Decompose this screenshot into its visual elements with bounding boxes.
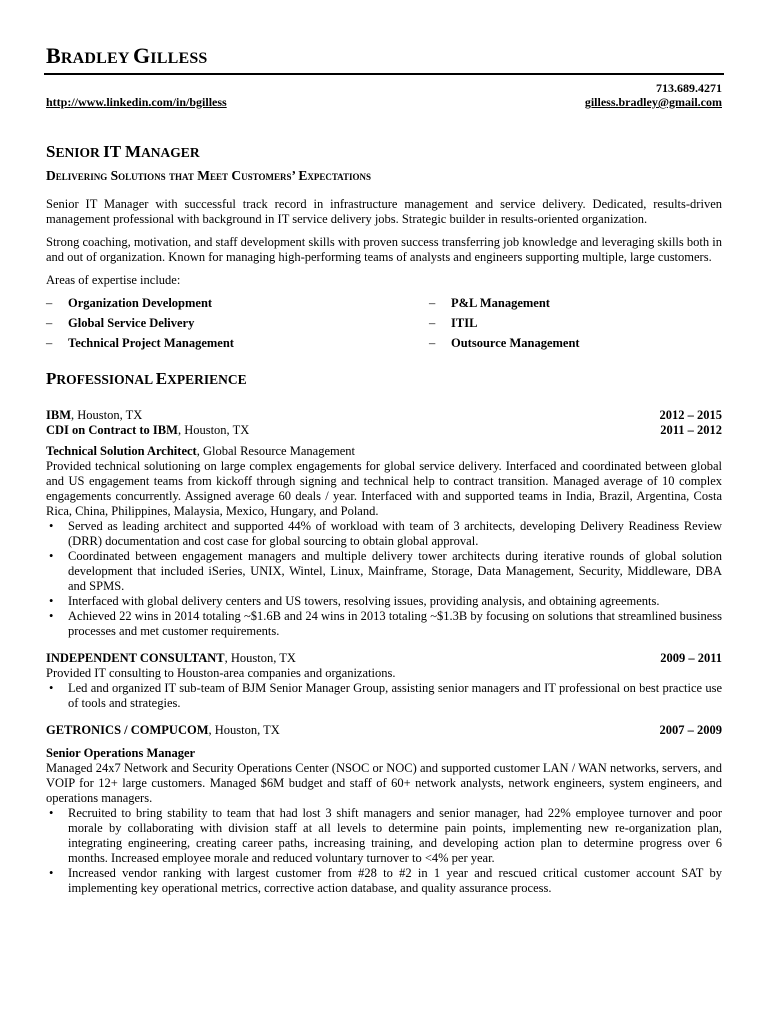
expertise-item: – ITIL: [429, 316, 478, 330]
contact-block: [46, 81, 722, 109]
header-divider: [44, 73, 724, 75]
headline-title: SENIOR IT MANAGER: [46, 142, 200, 161]
job-dates: 2007 – 2009: [659, 723, 722, 737]
list-item: • Increased vendor ranking with largest customer from #28 to #2 in 1 year and rescued critical customer account SAT by implementing key operational metrics, corrective action database, and quality assurance process.: [46, 866, 722, 896]
expertise-item: – Global Service Delivery: [46, 316, 195, 330]
job-header-cdi: CDI on Contract to IBM, Houston, TX 2011 – 2012: [46, 423, 722, 437]
resume-body: [46, 142, 722, 896]
list-item: • Interfaced with global delivery centers and US towers, resolving issues, providing analysis, and obtaining agreements.: [46, 594, 722, 609]
job-header-ibm: IBM, Houston, TX 2012 – 2015: [46, 408, 722, 422]
list-item: • Coordinated between engagement managers and multiple delivery tower architects during iterative rounds of global solution development that included iSeries, UNIX, Wintel, Linux, Mainframe, Storage, Data Management, Security, Middleware, DBA and SPMS.: [46, 549, 722, 594]
job-bullets: [46, 681, 722, 711]
job-header-getronics: GETRONICS / COMPUCOM, Houston, TX 2007 – 2009: [46, 723, 722, 737]
candidate-name: BRADLEY GILLESS: [46, 43, 208, 68]
job-description: Provided IT consulting to Houston-area companies and organizations.: [46, 666, 396, 680]
expertise-item: – Organization Development: [46, 296, 213, 310]
section-heading-experience: PROFESSIONAL EXPERIENCE: [46, 369, 247, 388]
job-role: Technical Solution Architect, Global Resource Management: [46, 444, 355, 458]
expertise-item: – P&L Management: [429, 296, 550, 310]
summary-paragraph-1: Senior IT Manager with successful track record in infrastructure management and service delivery. Dedicated, results-driven management professional with background in IT service delivery jobs. Strategic builder in results-oriented organization.: [46, 197, 722, 226]
job-bullets: [46, 519, 722, 639]
summary-paragraph-2: Strong coaching, motivation, and staff development skills with proven success transferring job knowledge and leveraging skills both in and out of organization. Known for managing high-performing teams of analysts and engineers supporting multiple, large customers.: [46, 235, 722, 264]
expertise-list: [46, 296, 722, 351]
linkedin-link[interactable]: http://www.linkedin.com/in/bgilless: [46, 95, 227, 109]
list-item: • Achieved 22 wins in 2014 totaling ~$1.6B and 24 wins in 2013 totaling ~$1.3B by focusing on solutions that streamlined business processes and met customer requirements.: [46, 609, 722, 639]
job-description: Provided technical solutioning on large complex engagements for global service delivery. Interfaced and coordinated between global and US engagement teams from kickoff through signing and technical help to contract transition. Managed average of 10 complex engagements concurrently. Assigned average 60 deals / year. Interfaced with and supported teams in India, Brazil, Argentina, Costa Rica, China, Philippines, Malaysia, Mexico, Hungary, and Poland.: [46, 459, 722, 518]
headline-subtitle: Delivering Solutions that Meet Customers’ Expectations: [46, 168, 372, 183]
phone-number: 713.689.4271: [656, 81, 722, 95]
job-dates: 2009 – 2011: [660, 651, 722, 665]
job-description: Managed 24x7 Network and Security Operations Center (NSOC or NOC) and supported customer LAN / WAN networks, servers, and VOIP for 12+ large customers. Managed $6M budget and staff of 60+ network analysts, network engineers, system engineers, and operations managers.: [46, 761, 722, 805]
list-item: • Recruited to bring stability to team that had lost 3 shift managers and senior manager, had 22% employee turnover and poor morale by collaborating with division staff at all levels to determine pain points, implementing new re-organization plan, integrating engineering, creating career paths, increasing training, and developing action plan to determine progress over 6 months. Increased employee morale and reduced voluntary turnover to <4% per year.: [46, 806, 722, 866]
list-item: • Led and organized IT sub-team of BJM Senior Manager Group, assisting senior managers and IT professional on best practice use of tools and strategies.: [46, 681, 722, 711]
job-dates: 2012 – 2015: [659, 408, 722, 422]
expertise-item: – Outsource Management: [429, 336, 580, 350]
job-header-consultant: INDEPENDENT CONSULTANT, Houston, TX 2009 – 2011: [46, 651, 722, 665]
expertise-item: – Technical Project Management: [46, 336, 234, 350]
job-bullets: [46, 806, 722, 896]
list-item: • Served as leading architect and supported 44% of workload with team of 3 architects, developing Delivery Readiness Review (DRR) documentation and cost case for global sourcing to obtain global approval.: [46, 519, 722, 549]
expertise-intro: Areas of expertise include:: [46, 273, 181, 287]
email-link[interactable]: gilless.bradley@gmail.com: [584, 95, 722, 109]
job-dates: 2011 – 2012: [660, 423, 722, 437]
job-role: Senior Operations Manager: [46, 746, 196, 760]
